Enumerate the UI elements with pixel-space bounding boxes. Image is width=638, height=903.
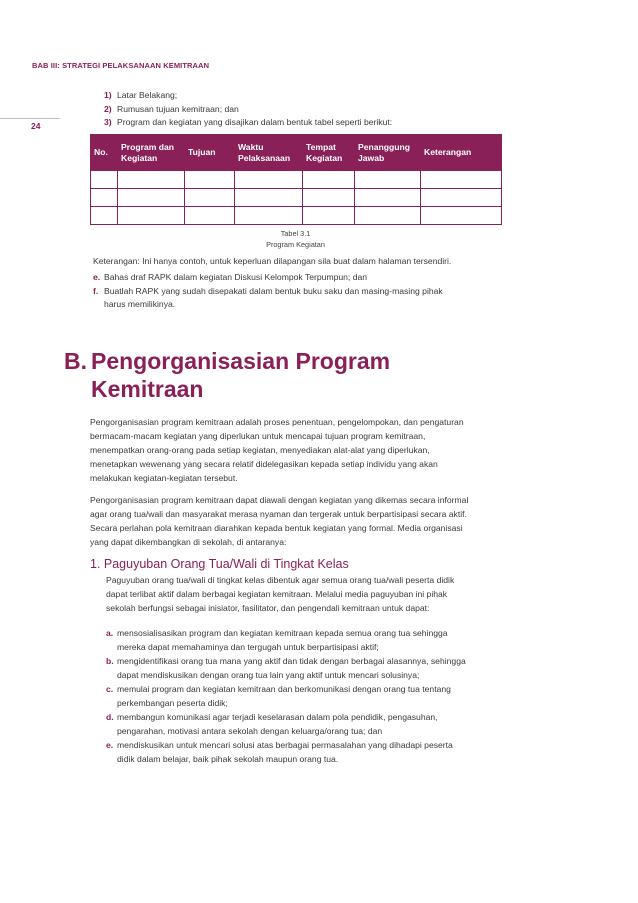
numbered-item: 3) Program dan kegiatan yang disajikan dalam bentuk tabel seperti berikut: <box>104 117 393 127</box>
table-header-cell: Waktu Pelaksanaan <box>235 135 303 171</box>
table-caption: Tabel 3.1 Program Kegiatan <box>266 229 325 249</box>
letter-list-top: e. Bahas draf RAPK dalam kegiatan Diskusi Kelompok Terpumpun; dan f. Buatlah RAPK yang sudah disepakati dalam bentuk buku saku dan masing-masing pihak harus memilikinya. <box>93 271 513 312</box>
numbered-item: 2) Rumusan tujuan kemitraan; dan <box>104 103 239 114</box>
table-header-cell: No. <box>91 135 118 171</box>
paragraph: Pengorganisasian program kemitraan dapat diawali dengan kegiatan yang dikemas secara informal agar orang tua/wali dan masyarakat merasa nyaman dan tergerak untuk berpartisipasi secara aktif. Secara perlahan pola kemitraan diarahkan kepada bentuk kegiatan yang formal. Media organisasi yang dapat dikembangkan di sekolah, di antaranya: <box>90 495 469 547</box>
list-item: a. mensosialisasikan program dan kegiatan kemitraan kepada semua orang tua sehingga <box>106 628 448 638</box>
list-item: f. Buatlah RAPK yang sudah disepakati dalam bentuk buku saku dan masing-masing pihak <box>93 285 443 296</box>
section-heading: B. Pengorganisasian Program Kemitraan <box>64 348 391 402</box>
table-header-cell: Tujuan <box>185 135 235 171</box>
table-header-row <box>91 135 502 171</box>
margin-rule <box>0 118 60 119</box>
table-row <box>91 189 502 207</box>
list-item: b. mengidentifikasi orang tua mana yang aktif dan tidak dengan berbagai alasannya, sehingga <box>106 656 466 666</box>
table-header-cell: Tempat Kegiatan <box>303 135 355 171</box>
paragraph: Pengorganisasian program kemitraan adalah proses penentuan, pengelompokan, dan pengaturan bermacam-macam kegiatan yang diperlukan untuk mencapai tujuan program kemitraan, menempatkan orang-orang pada setiap kegiatan, menyediakan alat-alat yang diperlukan, menetapkan wewenang yang secara relatif didelegasikan kepada setiap individu yang akan melakukan kegiatan-kegiatan tersebut. <box>90 417 464 483</box>
table-note: Keterangan: Ini hanya contoh, untuk keperluan dilapangan sila buat dalam halaman tersendiri. <box>93 256 452 266</box>
list-item: c. memulai program dan kegiatan kemitraan dan berkomunikasi dengan orang tua tentang <box>106 684 451 694</box>
table-header-cell: Penanggung Jawab <box>355 135 421 171</box>
numbered-item: 1) Latar Belakang; <box>104 90 178 100</box>
program-table <box>90 134 502 225</box>
table-row <box>91 171 502 189</box>
list-item: e. mendiskusikan untuk mencari solusi atas berbagai permasalahan yang dihadapi peserta <box>106 740 453 750</box>
list-item: e. Bahas draf RAPK dalam kegiatan Diskusi Kelompok Terpumpun; dan <box>93 272 368 282</box>
letter-list-bottom: a. mensosialisasikan program dan kegiatan kemitraan kepada semua orang tua sehingga mereka dapat memahaminya dan tergugah untuk berpartisipasi aktif; b. mengidentifikasi orang tua mana yang aktif dan tidak dengan berbagai alasannya, sehingga dapat mendiskusikan dengan orang tua lain yang aktif untuk mencari solusinya; c. memulai program dan kegiatan kemitraan dan berkomunikasi dengan orang tua tentang perkembangan peserta didik; d. membangun komunikasi agar terjadi keselarasan dalam pola pendidik, pengasuhan, pengarahan, motivasi antara sekolah dengan keluarga/orang tua; dan e. mendiskusikan untuk mencari solusi atas berbagai permasalahan yang dihadapi peserta didik dalam belajar, baik pihak sekolah maupun orang tua. <box>106 626 526 766</box>
subsection-heading: 1. Paguyuban Orang Tua/Wali di Tingkat Kelas <box>90 557 349 571</box>
numbered-list <box>104 89 392 130</box>
table-row <box>91 207 502 225</box>
page-number: 24 <box>31 121 41 131</box>
table-header-cell: Program dan Kegiatan <box>118 135 185 171</box>
running-header: BAB III: STRATEGI PELAKSANAAN KEMITRAAN <box>32 61 210 70</box>
paragraph: Paguyuban orang tua/wali di tingkat kelas dibentuk agar semua orang tua/wali peserta didik dapat terlibat aktif dalam berbagai kegiatan kemitraan. Melalui media paguyuban ini pihak sekolah berfungsi sebagai inisiator, fasilitator, dan pengendali kemitraan untuk dapat: <box>106 575 455 613</box>
table-header-cell: Keterangan <box>421 135 502 171</box>
list-item: d. membangun komunikasi agar terjadi keselarasan dalam pola pendidik, pengasuhan, <box>106 712 438 722</box>
